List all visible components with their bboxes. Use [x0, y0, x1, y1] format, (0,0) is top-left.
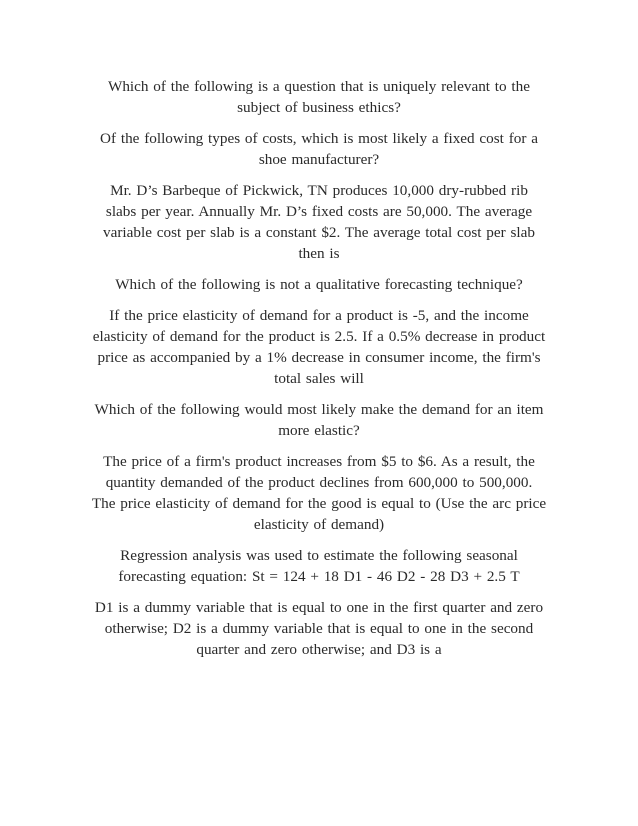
- text-line: quarter and zero otherwise; and D3 is a: [196, 641, 442, 658]
- text-line: Which of the following would most likely make the demand for an item: [94, 401, 544, 418]
- text-line: total sales will: [274, 370, 364, 387]
- text-line: slabs per year. Annually Mr. D’s fixed costs are 50,000. The average: [105, 203, 533, 220]
- text-line: elasticity of demand): [253, 516, 385, 533]
- text-line: price as accompanied by a 1% decrease in consumer income, the firm's: [97, 349, 541, 366]
- text-line: Of the following types of costs, which is most likely a fixed cost for a: [100, 130, 538, 147]
- text-line: The price of a firm's product increases from $5 to $6. As a result, the: [103, 453, 535, 470]
- text-line: If the price elasticity of demand for a product is -5, and the income: [109, 307, 529, 324]
- text-line: Regression analysis was used to estimate the following seasonal: [120, 547, 518, 564]
- text-line: Which of the following is a question that is uniquely relevant to the: [108, 78, 530, 95]
- text-line: otherwise; D2 is a dummy variable that is equal to one in the second: [104, 620, 534, 637]
- question-paragraph: [72, 597, 566, 660]
- question-paragraph: [72, 180, 566, 264]
- text-line: The price elasticity of demand for the good is equal to (Use the arc price: [91, 495, 547, 512]
- text-line: subject of business ethics?: [237, 99, 401, 116]
- question-paragraph: [72, 128, 566, 170]
- question-paragraph: [72, 76, 566, 118]
- text-line: then is: [298, 245, 340, 262]
- question-paragraph: [72, 305, 566, 389]
- text-line: D1 is a dummy variable that is equal to one in the first quarter and zero: [94, 599, 544, 616]
- text-line: shoe manufacturer?: [258, 151, 380, 168]
- question-paragraph: [72, 274, 566, 295]
- question-paragraph: [72, 545, 566, 587]
- text-line: Mr. D’s Barbeque of Pickwick, TN produces 10,000 dry-rubbed rib: [110, 182, 528, 199]
- document-body: [72, 76, 566, 670]
- text-line: quantity demanded of the product declines from 600,000 to 500,000.: [105, 474, 533, 491]
- text-line: forecasting equation: St = 124 + 18 D1 - 46 D2 - 28 D3 + 2.5 T: [118, 568, 520, 585]
- text-line: Which of the following is not a qualitative forecasting technique?: [115, 276, 523, 293]
- text-line: variable cost per slab is a constant $2. The average total cost per slab: [103, 224, 535, 241]
- question-paragraph: [72, 399, 566, 441]
- text-line: more elastic?: [278, 422, 360, 439]
- question-paragraph: [72, 451, 566, 535]
- text-line: elasticity of demand for the product is 2.5. If a 0.5% decrease in product: [92, 328, 546, 345]
